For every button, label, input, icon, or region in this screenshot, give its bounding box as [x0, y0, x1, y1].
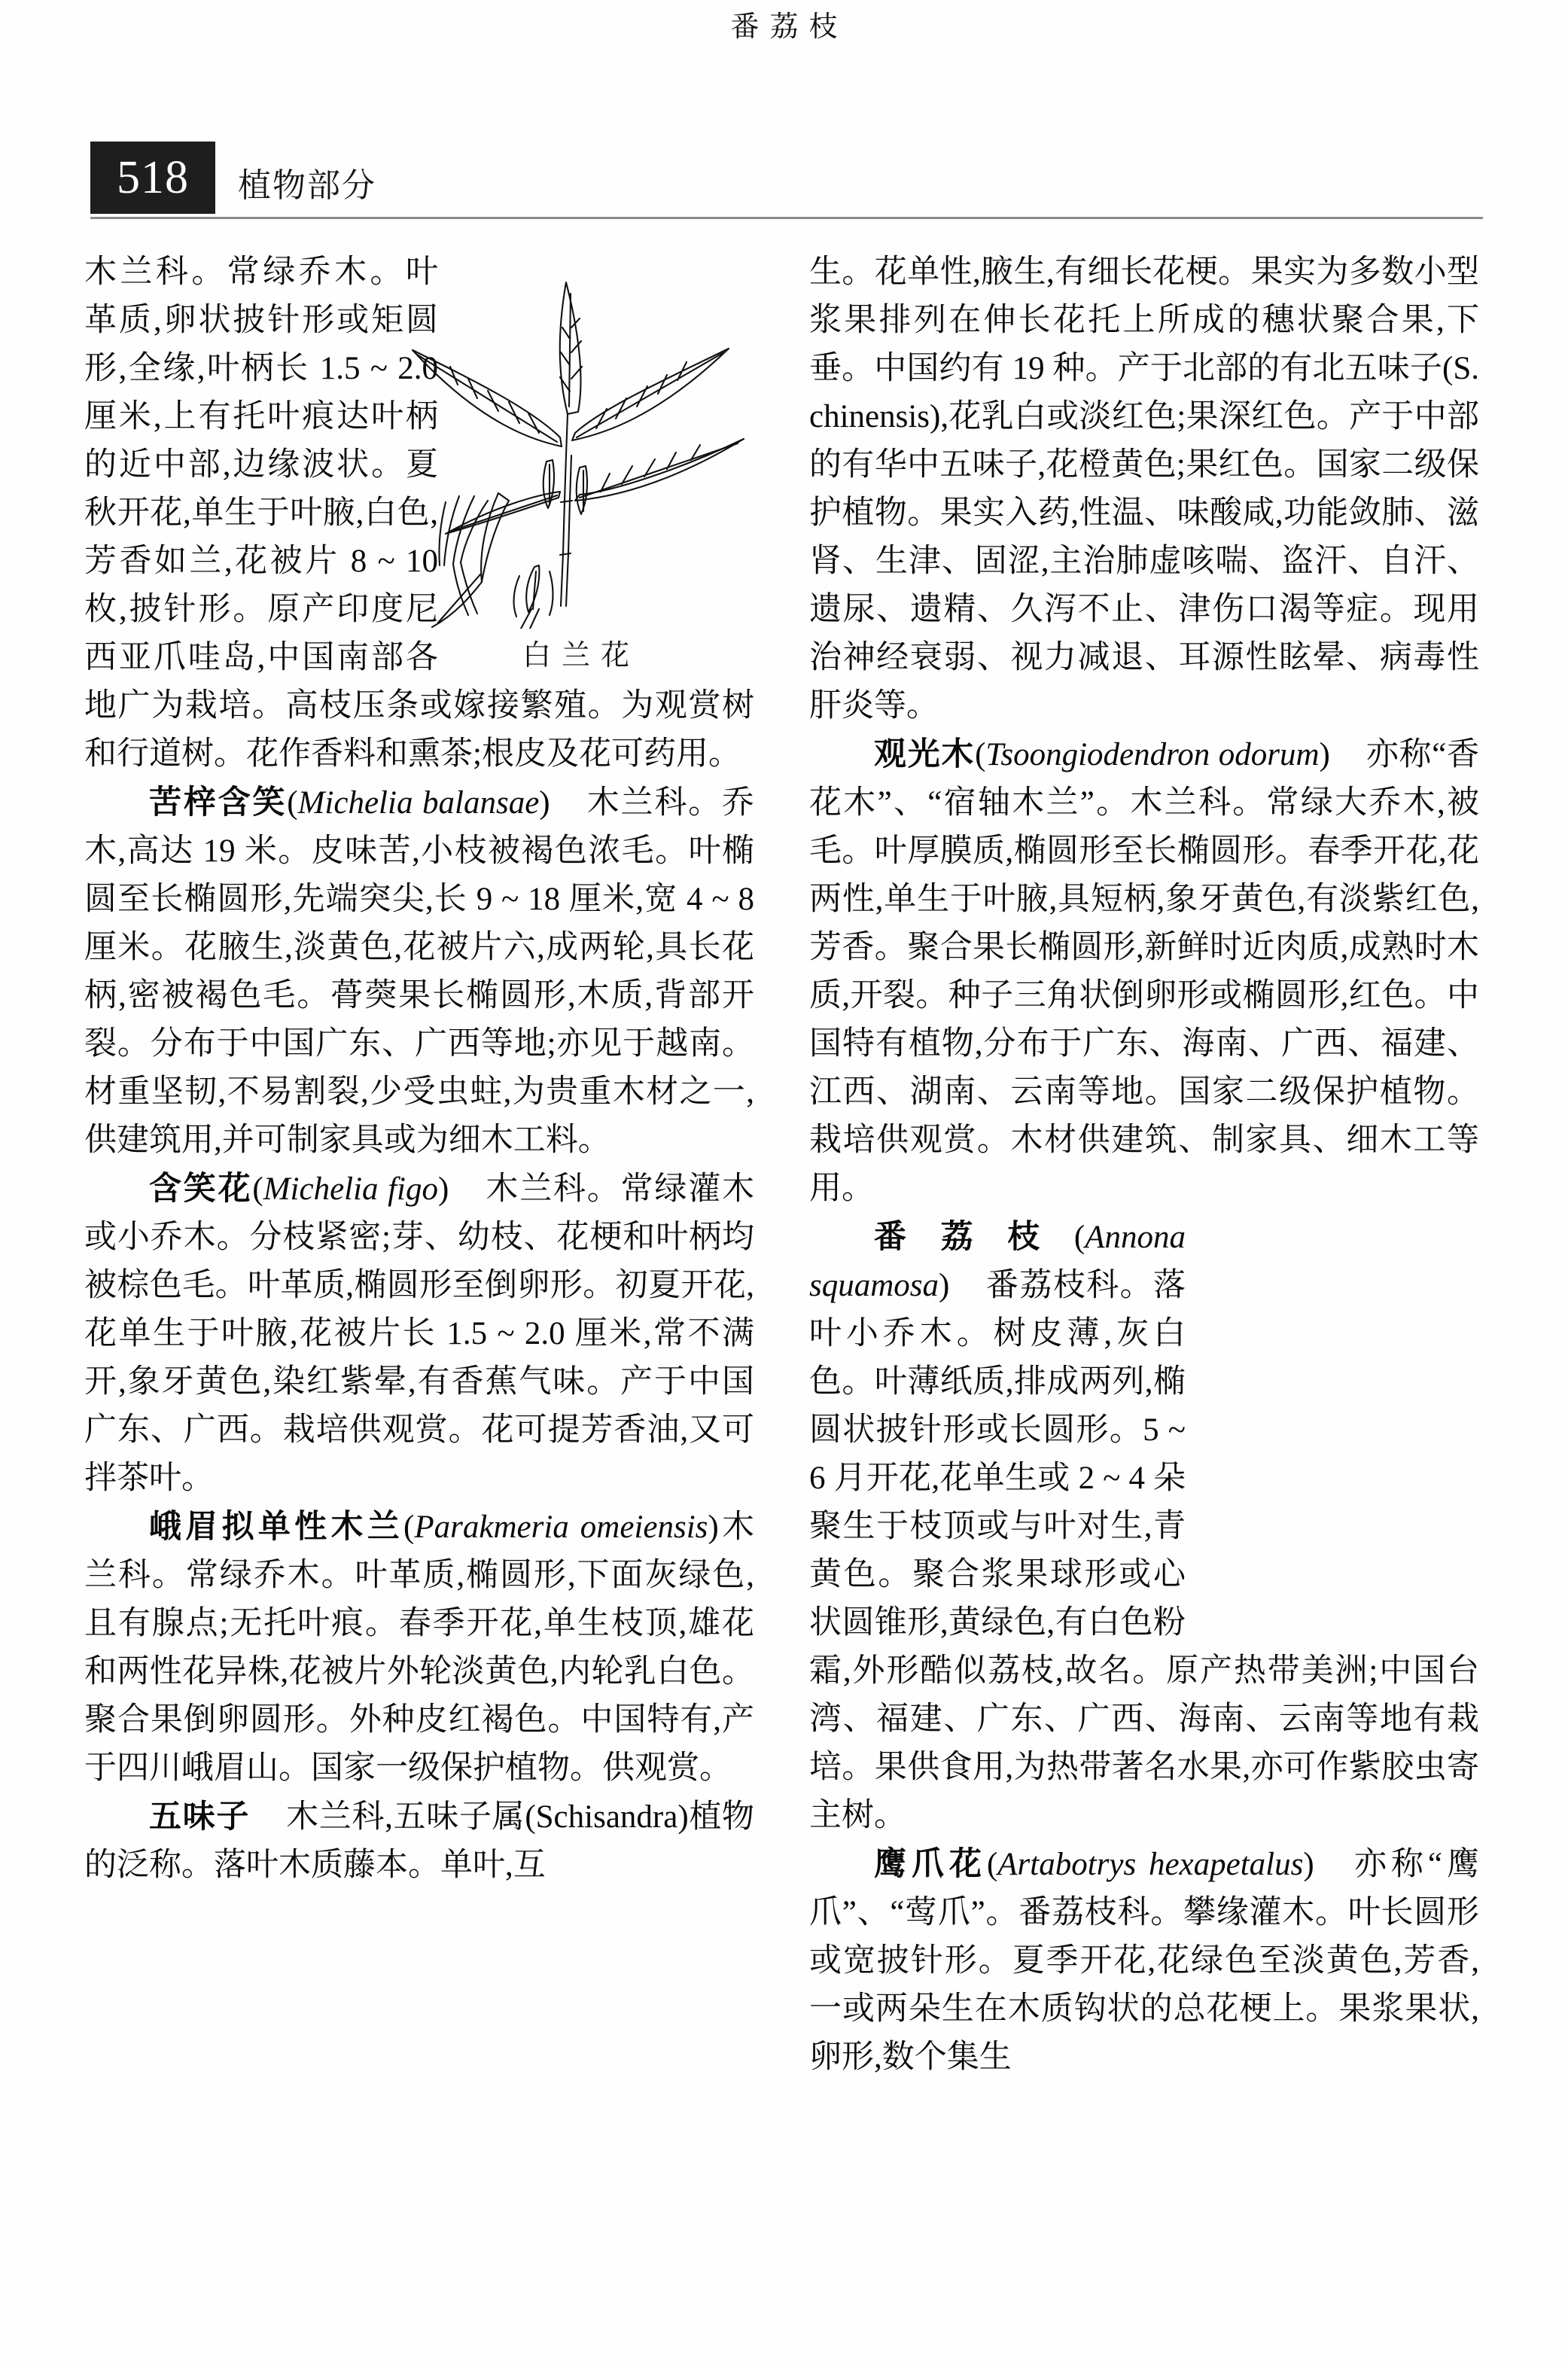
paren-close: )	[1319, 737, 1330, 772]
entry-latin-name: Tsoongiodendron odorum	[985, 737, 1320, 772]
entry-latin-name: Annona squamosa	[809, 1220, 1186, 1303]
entry-kuzi-hanxiao	[84, 778, 754, 1165]
entry-emei-nidanxing-mulan	[84, 1503, 754, 1793]
paren-open: (	[986, 1847, 998, 1882]
entry-term: 鹰爪花	[874, 1845, 987, 1883]
paren-open: (	[975, 737, 986, 772]
entry-body: 木兰科,五味子属(Schisandra)植物的泛称。落叶木质藤本。单叶,互	[84, 1799, 755, 1883]
paren-close: )	[1303, 1847, 1314, 1882]
entry-latin-name: Michelia balansae	[297, 785, 540, 821]
figure-caption: 番荔枝	[730, 10, 848, 43]
paren-close: )	[708, 1509, 719, 1545]
entry-latin-name: Parakmeria omeiensis	[414, 1509, 708, 1545]
continued-entry-left-wrapped: 木兰科。常绿乔木。叶革质,卵状披针形或矩圆形,全缘,叶柄长 1.5 ~ 2.0 厘米,上有托叶痕达叶柄的近中部,边缘波状。夏秋开	[84, 254, 438, 531]
entry-body: 木兰科。常绿灌木或小乔木。分枝紧密;芽、幼枝、花梗和叶柄均被棕色毛。叶革质,椭圆形至倒卵形。初夏开花,花单生于叶腋,花被片长 1.5 ~ 2.0 厘米,常不满开,象牙黄色,染红紫晕,有香蕉气味。产于中国广东、广西。栽培供观赏。花可提芳香油,又可拌茶叶。	[84, 1171, 754, 1496]
page-number-badge	[90, 142, 215, 214]
entry-body: 亦称“鹰爪”、“莺爪”。番荔枝科。攀缘灌木。叶长圆形或宽披针形。夏季开花,花绿色至淡黄色,芳香,一或两朵生在木质钩状的总花梗上。果浆果状,卵形,数个集生	[809, 1847, 1479, 2075]
continued-entry-left-body: 花,单生于叶腋,白色,芳香如兰,花被片 8 ~ 10 枚,披针形。原产印度尼西亚爪哇岛,中国南部各地广为栽培。高枝压条或嫁接繁殖。为观赏树和行道树。花作香料和熏茶;根皮及花可药用。	[84, 495, 754, 772]
continued-entry-right	[809, 248, 1479, 730]
continued-entry-right-body: 生。花单性,腋生,有细长花梗。果实为多数小型浆果排列在伸长花托上所成的穗状聚合果,下垂。中国约有 19 种。产于北部的有北五味子(S. chinensis),花乳白或淡红色;果深红色。产于中部的有华中五味子,花橙黄色;果红色。国家二级保护植物。果实入药,性温、味酸咸,功能敛肺、滋肾、生津、固涩,主治肺虚咳喘、盗汗、自汗、遗尿、遗精、久泻不止、津伤口渴等症。现用治神经衰弱、视力减退、耳源性眩晕、病毒性肝炎等。	[809, 254, 1479, 724]
entry-term: 观光木	[874, 736, 976, 773]
entry-fanlizhi	[809, 1213, 1479, 1840]
entry-yingzhaohua	[809, 1840, 1479, 2082]
paren-close: )	[539, 785, 550, 821]
page-header	[90, 142, 1483, 224]
paren-open: (	[1073, 1220, 1085, 1255]
entry-body: 木兰科。常绿乔木。叶革质,椭圆形,下面灰绿色,且有腺点;无托叶痕。春季开花,单生枝顶,雄花和两性花异株,花被片外轮淡黄色,内轮乳白色。聚合果倒卵圆形。外种皮红褐色。中国特有,产于四川峨眉山。国家一级保护植物。供观赏。	[84, 1509, 755, 1786]
paren-close: )	[939, 1268, 950, 1303]
header-divider	[90, 217, 1483, 219]
entry-term: 苦梓含笑	[149, 784, 288, 821]
entry-body-rest: 广西、海南、云南等地有栽培。果供食用,为热带著名水果,亦可作紫胶虫寄主树。	[809, 1701, 1480, 1833]
right-column	[809, 248, 1479, 2082]
page-number: 518	[117, 152, 189, 203]
figure-bailanhua	[399, 252, 753, 673]
figure-caption: 白兰花	[522, 638, 640, 672]
entry-term: 含笑花	[149, 1170, 253, 1208]
entry-guanguangmu	[809, 730, 1479, 1213]
entry-body-wrapped: 番荔枝科。落叶小乔木。树皮薄,灰白色。叶薄纸质,排成两列,椭圆状披针形或长圆形。5 ~ 6 月开花,花单生或 2 ~ 4 朵聚生于枝顶或与叶对生,青黄色。聚合浆果球形或心状圆锥形,黄绿色,有白色粉霜,外形酷似荔枝,故名。原产热带美洲;中国台湾、福建、广东、	[809, 1268, 1479, 1737]
paren-close: )	[438, 1171, 449, 1207]
entry-body: 亦称“香花木”、“宿轴木兰”。木兰科。常绿大乔木,被毛。叶厚膜质,椭圆形至长椭圆形。春季开花,花两性,单生于叶腋,具短柄,象牙黄色,有淡紫红色,芳香。聚合果长椭圆形,新鲜时近肉质,成熟时木质,开裂。种子三角状倒卵形或椭圆形,红色。中国特有植物,分布于广东、海南、广西、福建、江西、湖南、云南等地。国家二级保护植物。栽培供观赏。木材供建筑、制家具、细木工等用。	[809, 737, 1479, 1206]
bailanhua-illustration-icon	[399, 252, 753, 629]
paren-open: (	[403, 1509, 415, 1545]
paren-open: (	[287, 785, 298, 821]
section-title: 植物部分	[238, 166, 376, 205]
entry-term: 五味子	[149, 1798, 251, 1835]
entry-latin-name: Artabotrys hexapetalus	[997, 1847, 1304, 1882]
figure-wrap-shim-right	[1186, 1213, 1479, 1634]
entry-wuweizi	[84, 1793, 754, 1890]
entry-term: 番荔枝	[874, 1218, 1074, 1256]
entry-term: 峨眉拟单性木兰	[149, 1508, 404, 1546]
entry-hanxiaohua	[84, 1165, 754, 1503]
paren-open: (	[252, 1171, 263, 1207]
entry-body: 木兰科。乔木,高达 19 米。皮味苦,小枝被褐色浓毛。叶椭圆至长椭圆形,先端突尖,长 9 ~ 18 厘米,宽 4 ~ 8 厘米。花腋生,淡黄色,花被片六,成两轮,具长花柄,密被褐色毛。蓇葖果长椭圆形,木质,背部开裂。分布于中国广东、广西等地;亦见于越南。材重坚韧,不易割裂,少受虫蛀,为贵重木材之一,供建筑用,并可制家具或为细木工料。	[84, 785, 754, 1158]
entry-latin-name: Michelia figo	[263, 1171, 438, 1207]
